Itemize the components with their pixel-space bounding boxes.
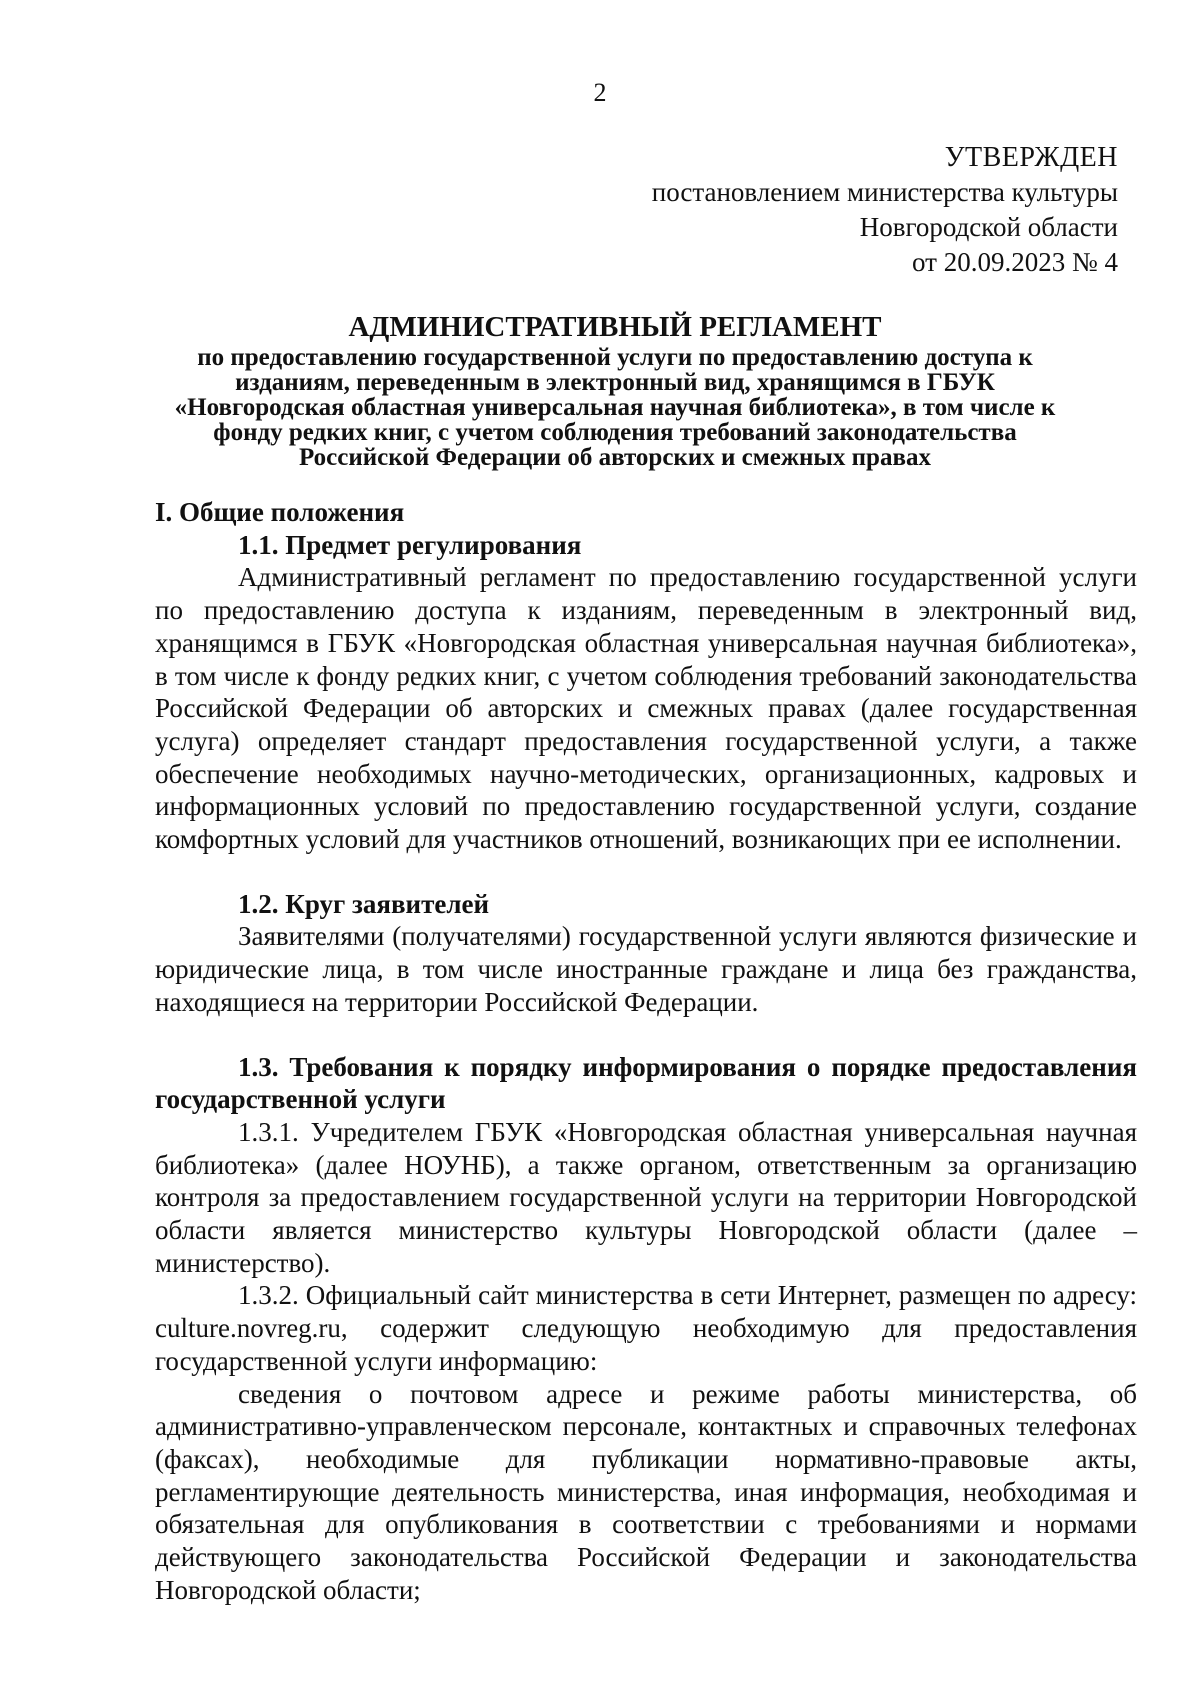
paragraph-1-3-1: 1.3.1. Учредителем ГБУК «Новгородская областная универсальная научная библиотека» (далее НОУНБ), а также органом, ответственным за организацию контроля за предоставлением государственной услуги на территории Новгородской области является министерство культуры Новгородской области (далее – министерство).	[155, 1116, 1137, 1278]
page-number: 2	[593, 78, 607, 107]
subsection-heading-1-3: 1.3. Требования к порядку информирования о порядке предоставления государственной услуги	[155, 1051, 1137, 1115]
paragraph-1-2: Заявителями (получателями) государственной услуги являются физические и юридические лица, в том числе иностранные граждане и лица без гражданства, находящиеся на территории Российской Федерации.	[155, 921, 1137, 1017]
document-title-line-3: «Новгородская областная универсальная научная библиотека», в том числе к	[174, 394, 1056, 421]
document-title-line-2: изданиям, переведенным в электронный вид, хранящимся в ГБУК	[235, 369, 995, 396]
paragraph-1-1: Административный регламент по предоставлению государственной услуги по предоставлению доступа к изданиям, переведенным в электронный вид, хранящимся в ГБУК «Новгородская областная универсальная научная библиотека», в том числе к фонду редких книг, с учетом соблюдения требований законодательства Российской Федерации об авторских и смежных правах (далее государственная услуга) определяет стандарт предоставления государственной услуги, а также обеспечение необходимых научно-методических, организационных, кадровых и информационных условий по предоставлению государственной услуги, создание комфортных условий для участников отношений, возникающих при ее исполнении.	[155, 562, 1137, 855]
approval-line-2: Новгородской области	[859, 212, 1118, 242]
approval-title: УТВЕРЖДЕН	[944, 142, 1118, 173]
document-body	[155, 496, 1137, 1607]
document-title	[150, 310, 1080, 469]
approval-line-3: от 20.09.2023 № 4	[912, 247, 1118, 277]
paragraph-1-3-2: 1.3.2. Официальный сайт министерства в сети Интернет, размещен по адресу: culture.novreg.ru, содержит следующую необходимую для предоставления государственной услуги информацию:	[155, 1280, 1137, 1376]
subsection-heading-1-1: 1.1. Предмет регулирования	[238, 529, 582, 560]
document-title-line-1: по предоставлению государственной услуги по предоставлению доступа к	[197, 344, 1033, 371]
approval-block	[652, 140, 1118, 280]
approval-line-1: постановлением министерства культуры	[651, 177, 1118, 207]
section-heading: I. Общие положения	[155, 497, 405, 527]
document-title-line-4: фонду редких книг, с учетом соблюдения требований законодательства	[213, 419, 1017, 446]
paragraph-1-3-2-details: сведения о почтовом адресе и режиме работы министерства, об административно-управленческом персонале, контактных и справочных телефонах (факсах), необходимые для публикации нормативно-правовые акты, регламентирующие деятельность министерства, иная информация, необходимая и обязательная для опубликования в соответствии с требованиями и нормами действующего законодательства Российской Федерации и законодательства Новгородской области;	[155, 1378, 1137, 1605]
document-title-line-5: Российской Федерации об авторских и смежных правах	[299, 444, 931, 471]
spacer	[155, 856, 1137, 888]
subsection-heading-1-2: 1.2. Круг заявителей	[238, 888, 490, 919]
spacer	[155, 1019, 1137, 1051]
document-title-main: АДМИНИСТРАТИВНЫЙ РЕГЛАМЕНТ	[348, 311, 882, 343]
